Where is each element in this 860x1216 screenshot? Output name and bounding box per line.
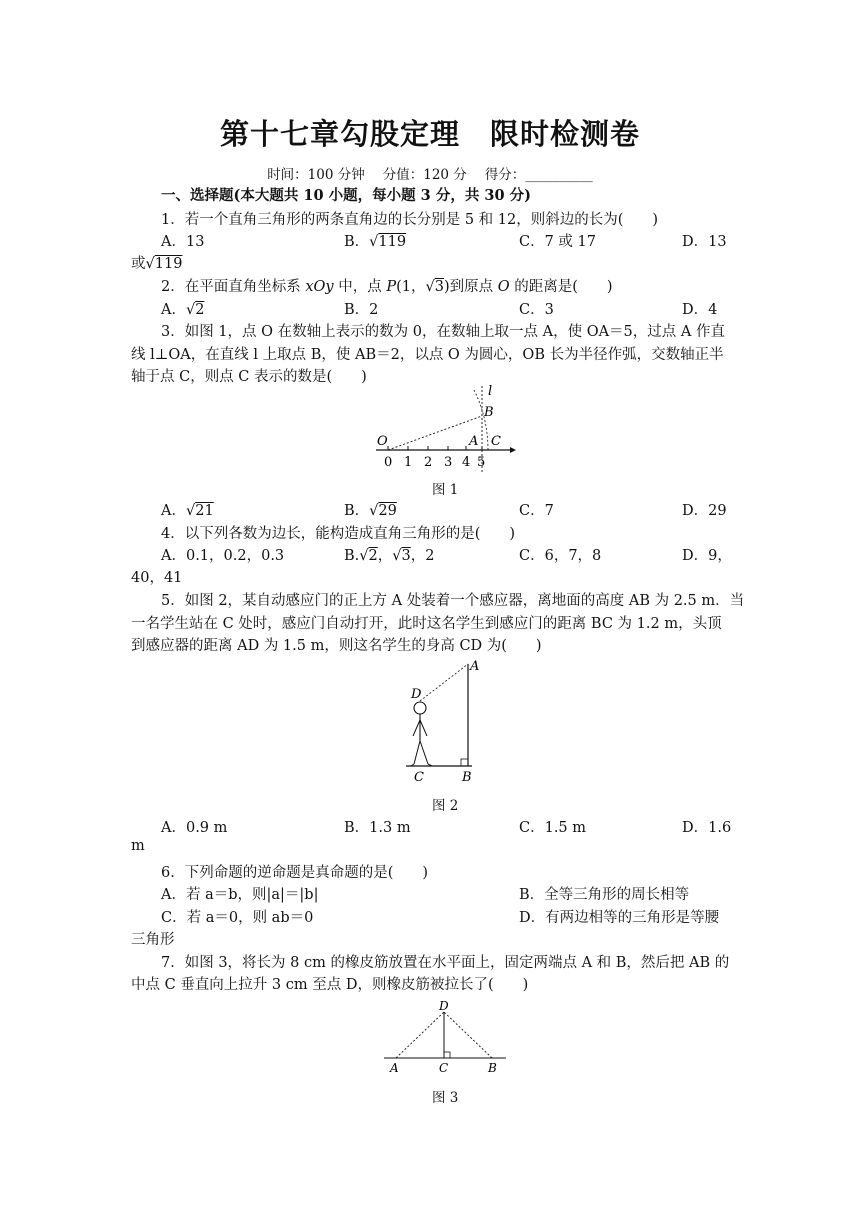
figure-3-caption: 图 3 [432,1090,459,1106]
figure-1 [370,382,520,474]
q1-stem: 1．若一个直角三角形的两条直角边的长分别是 5 和 12，则斜边的长为( ) [161,212,659,228]
axis-ticks [388,446,482,450]
q2-option-b: B．2 [344,302,379,318]
label-o: O [377,434,388,449]
q6-option-a: A．若 a＝b，则|a|＝|b| [161,887,319,903]
q3-option-d: D．29 [682,503,727,519]
label-b: B [484,405,494,420]
label-b: B [462,770,472,785]
q2-option-c: C．3 [519,302,554,318]
segment-ad [396,1012,444,1058]
segment-bd [444,1012,492,1058]
label-b: B [488,1061,497,1075]
q5-option-b: B．1.3 m [344,820,411,836]
q5-option-d: D．1.6 [682,820,732,836]
q3-line1: 3．如图 1，点 O 在数轴上表示的数为 0，在数轴上取一点 A，使 OA＝5，过点 A 作直 [161,324,725,340]
q4-option-a: A．0.1，0.2，0.3 [161,548,285,564]
label-d: D [439,999,449,1013]
student-arm [420,720,427,736]
label-l: l [488,384,493,399]
right-angle-mark [461,759,468,766]
q1-option-c: C．7 或 17 [519,234,596,250]
student-leg [420,741,428,764]
exam-meta [0,163,860,183]
q2-option-d: D．4 [682,302,718,318]
q4-option-b: B.√2，√3，2 [344,548,435,564]
q4-option-d-wrap: 40，41 [131,570,183,586]
q6-option-d-wrap: 三角形 [131,932,175,948]
student-head [414,702,426,714]
q5-line1: 5．如图 2，某自动感应门的正上方 A 处装着一个感应器，离地面的高度 AB 为 2.5 m．当 [161,593,745,609]
q5-option-d-wrap: m [131,838,145,854]
label-c: C [414,770,424,785]
q5-line3: 到感应器的距离 AD 为 1.5 m，则这名学生的身高 CD 为( ) [131,638,542,654]
q4-option-c: C．6，7，8 [519,548,602,564]
figure-1-caption: 图 1 [432,482,459,498]
tick-label: 2 [424,455,433,470]
q4-option-d: D．9， [682,548,732,564]
q5-option-c: C．1.5 m [519,820,587,836]
q2-stem: 2．在平面直角坐标系 xOy 中，点 P(1，√3)到原点 O 的距离是( ) [161,279,613,295]
q5-line2: 一名学生站在 C 处时，感应门自动打开，此时这名学生到感应门的距离 BC 为 1.2 m，头顶 [131,616,722,632]
q6-stem: 6．下列命题的逆命题是真命题的是( ) [161,865,429,881]
figure-2 [400,656,490,786]
q1-option-d-wrap: 或√119 [131,256,183,272]
tick-label: 5 [477,455,486,470]
q6-option-c: C．若 a＝0，则 ab＝0 [161,910,314,926]
q6-option-d: D．有两边相等的三角形是等腰 [519,910,720,926]
tick-label: 4 [462,455,471,470]
tick-label: 3 [444,455,453,470]
q1-option-a: A．13 [161,234,205,250]
student-arm [413,720,420,736]
label-a: A [469,434,479,449]
q6-option-b: B．全等三角形的周长相等 [519,887,690,903]
q3-line2: 线 l⊥OA，在直线 l 上取点 B，使 AB＝2，以点 O 为圆心，OB 长为半径作弧，交数轴正半 [131,347,724,363]
q1-option-b: B．√119 [344,234,407,250]
q3-option-a: A．√21 [161,503,214,519]
label-c: C [439,1061,449,1075]
student-leg [414,741,420,764]
q3-option-c: C．7 [519,503,554,519]
exam-got: 得分：__________ [484,167,593,183]
label-d: D [411,687,422,702]
q7-line2: 中点 C 垂直向上拉升 3 cm 至点 D，则橡皮筋被拉长了( ) [131,977,529,993]
q3-line3: 轴于点 C，则点 C 表示的数是( ) [131,369,367,385]
q3-option-b: B．√29 [344,503,397,519]
exam-score: 分值：120 分 [382,167,467,183]
q7-line1: 7．如图 3，将长为 8 cm 的橡皮筋放置在水平面上，固定两端点 A 和 B，然后把 AB 的 [161,955,730,971]
q1-option-d: D．13 [682,234,727,250]
label-a: A [390,1061,399,1075]
tick-label: 1 [404,455,413,470]
label-a: A [470,659,480,674]
exam-time: 时间：100 分钟 [267,167,365,183]
segment-da [420,664,468,701]
page-title: 第十七章勾股定理 限时检测卷 [219,117,640,151]
q2-option-a: A．√2 [161,302,205,318]
tick-label: 0 [384,455,393,470]
figure-2-caption: 图 2 [432,798,459,814]
label-c: C [491,434,501,449]
axis-arrow [510,447,516,453]
segment-ob [388,416,482,450]
figure-3 [380,998,510,1078]
q4-stem: 4．以下列各数为边长，能构造成直角三角形的是( ) [161,526,516,542]
right-angle-mark [444,1052,450,1058]
q5-option-a: A．0.9 m [161,820,228,836]
section-heading: 一、选择题(本大题共 10 小题，每小题 3 分，共 30 分) [161,187,531,204]
